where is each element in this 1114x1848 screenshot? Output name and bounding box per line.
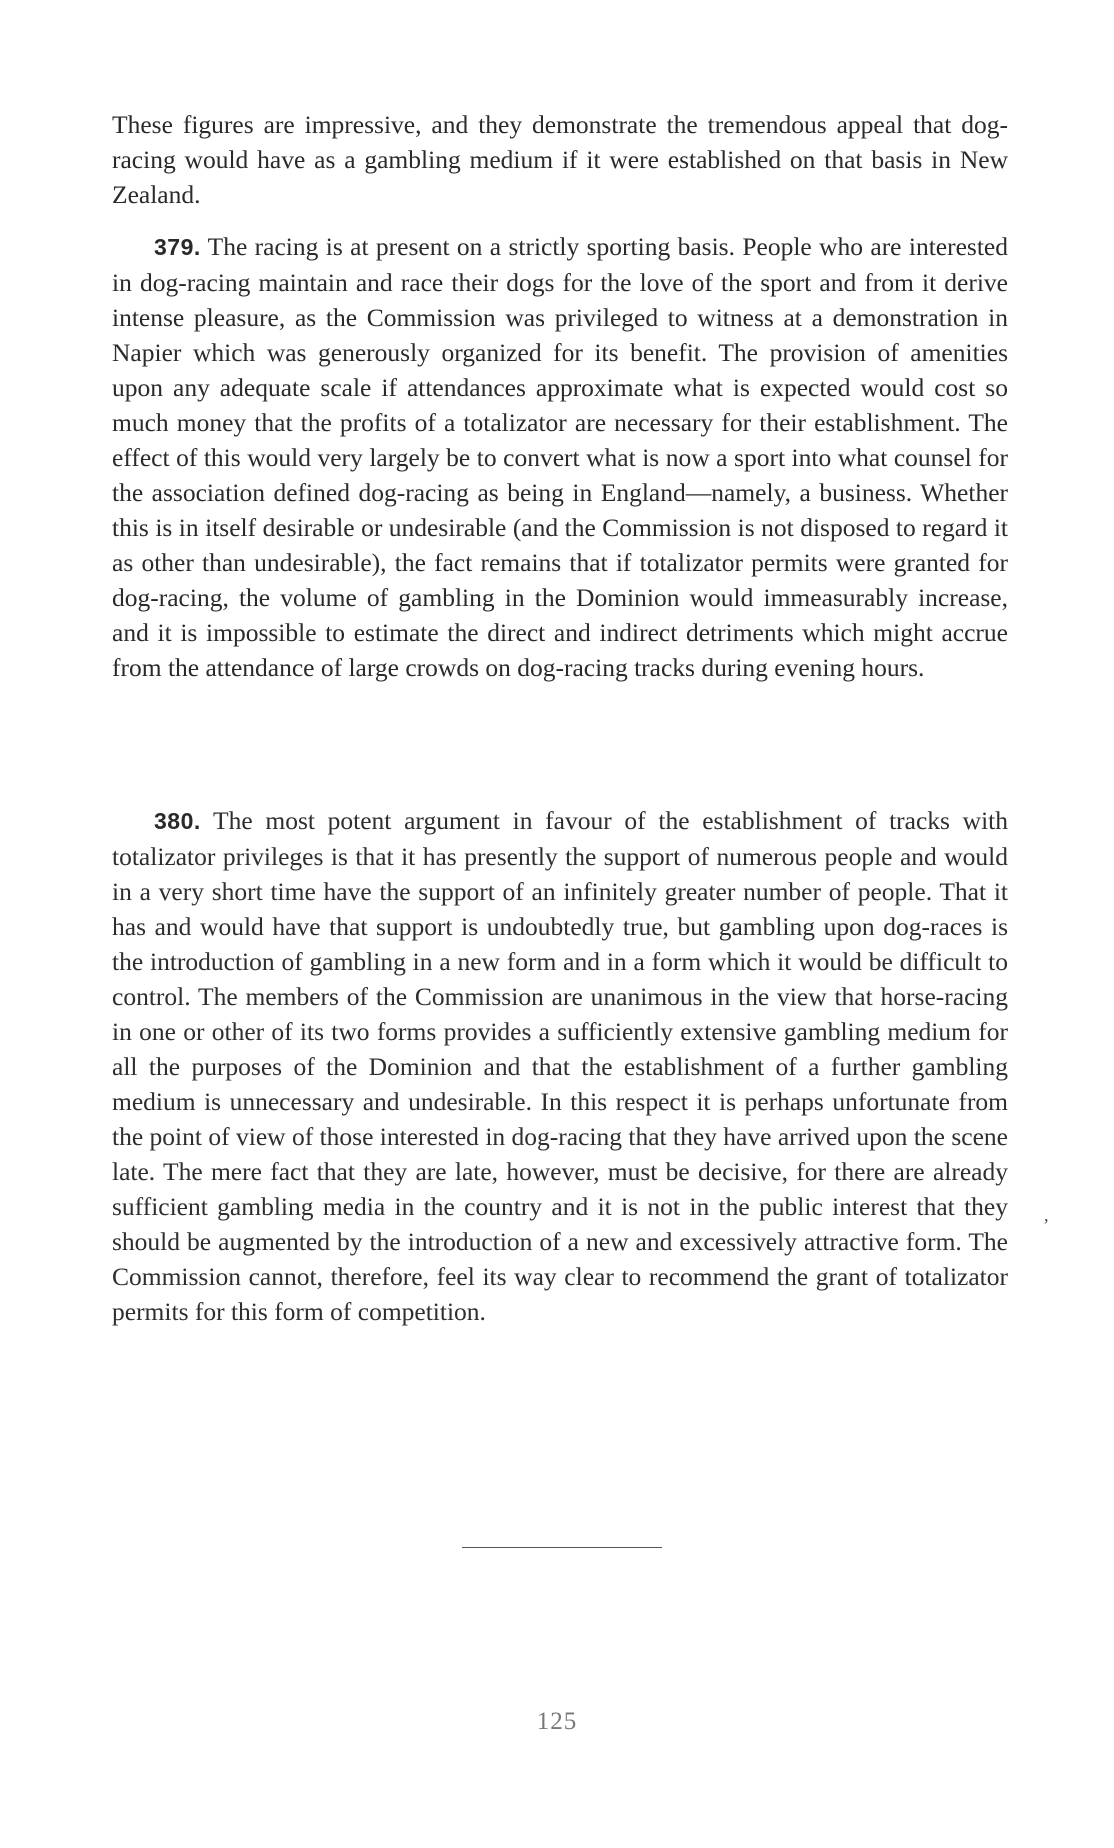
page-number: 125 xyxy=(536,1708,578,1735)
paragraph-text: The racing is at present on a strictly sporting basis. People who are interested in dog-racing maintain and race their dogs for the love of the sport and from it derive intense pleasure, as the Commission was privileged to witness at a demonstration in Napier which was generously organized for its benefit. The provision of amenities upon any adequate scale if attendances approximate what is expected would cost so much money that the profits of a totalizator are necessary for their establishment. The effect of this would very largely be to convert what is now a sport into what counsel for the association defined dog-racing as being in England—namely, a business. Whether this is in itself desirable or undesirable (and the Commission is not disposed to regard it as other than undesirable), the fact remains that if totalizator permits were granted for dog-racing, the volume of gambling in the Dominion would immeasurably increase, and it is impossible to estimate the direct and indirect detriments which might accrue from the attendance of large crowds on dog-racing tracks during evening hours. xyxy=(112,232,1008,682)
paragraph-text: The most potent argument in favour of the establishment of tracks with totalizator privileges is that it has presently the support of numerous people and would in a very short time have the support of an infinitely greater number of people. That it has and would have that support is undoubtedly true, but gambling upon dog-races is the introduction of gambling in a new form and in a form which it would be difficult to control. The members of the Commission are unanimous in the view that horse-racing in one or other of its two forms provides a sufficiently extensive gambling medium for all the purposes of the Dominion and that the establishment of a further gambling medium is unnecessary and undesirable. In this respect it is perhaps unfortunate from the point of view of those interested in dog-racing that they have arrived upon the scene late. The mere fact that they are late, however, must be decisive, for there are already sufficient gambling media in the country and it is not in the public interest that they should be augmented by the introduction of a new and excessively attractive form. The Commission cannot, therefore, feel its way clear to recommend the grant of totalizator permits for this form of competition. xyxy=(112,806,1009,1326)
paragraph-number: 379. xyxy=(154,234,201,260)
paragraph-379 xyxy=(112,229,1008,685)
paragraph-number: 380. xyxy=(154,808,201,834)
paragraph-380 xyxy=(112,803,1008,1329)
paragraph-continuation xyxy=(112,107,1008,212)
section-divider xyxy=(462,1547,662,1548)
margin-mark: , xyxy=(1044,1205,1049,1225)
paragraph-text: These figures are impressive, and they demonstrate the tremendous appeal that dog-racing would have as a gambling medium if it were established on that basis in New Zealand. xyxy=(112,110,1008,209)
